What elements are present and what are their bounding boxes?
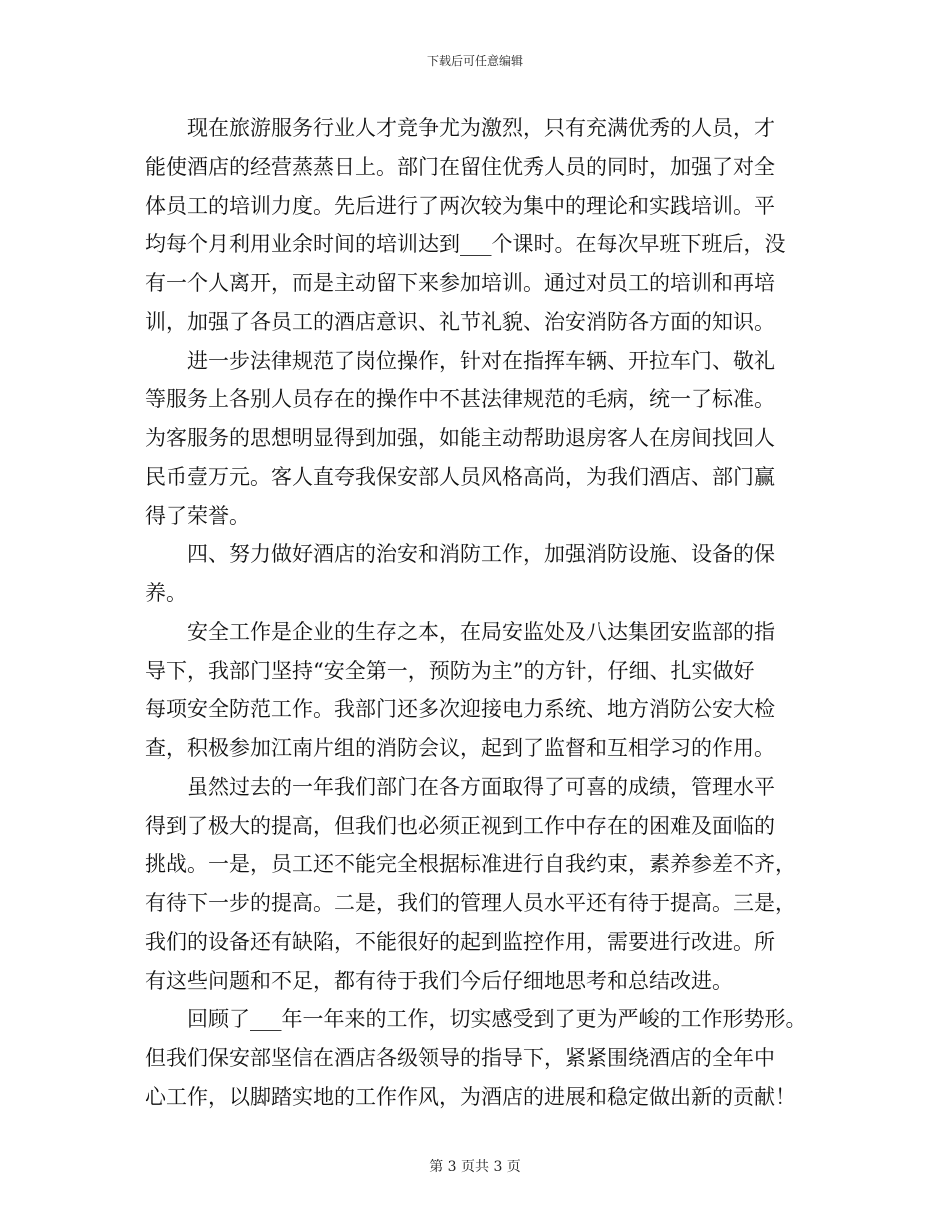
text-line: 进一步法律规范了岗位操作，针对在指挥车辆、开拉车门、敬礼 <box>187 349 775 373</box>
text-line: 查，积极参加江南片组的消防会议，起到了监督和互相学习的作用。 <box>145 736 775 760</box>
text-line: 导下，我部门坚持“安全第一，预防为主”的方针，仔细、扎实做好 <box>145 659 755 683</box>
text-line: 四、努力做好酒店的治安和消防工作，加强消防设施、设备的保 <box>187 542 775 566</box>
text-line: 为客服务的思想明显得到加强，如能主动帮助退房客人在房间找回人 <box>145 426 775 450</box>
text-line: 得了荣誉。 <box>145 504 250 528</box>
text-line: 养。 <box>145 581 187 605</box>
text-line: 挑战。一是，员工还不能完全根据标准进行自我约束，素养参差不齐， <box>145 852 796 876</box>
text-line: 回顾了___年一年来的工作，切实感受到了更为严峻的工作形势形。 <box>187 1007 807 1031</box>
text-line: 民币壹万元。客人直夸我保安部人员风格高尚，为我们酒店、部门赢 <box>145 465 775 489</box>
text-line: 体员工的培训力度。先后进行了两次较为集中的理论和实践培训。平 <box>145 194 775 218</box>
text-line: 有一个人离开，而是主动留下来参加培训。通过对员工的培训和再培 <box>145 271 775 295</box>
text-line: 心工作，以脚踏实地的工作作风，为酒店的进展和稳定做出新的贡献！ <box>145 1085 796 1109</box>
text-line: 现在旅游服务行业人才竞争尤为激烈，只有充满优秀的人员，才 <box>187 116 775 140</box>
text-line: 训，加强了各员工的酒店意识、礼节礼貌、治安消防各方面的知识。 <box>145 310 775 334</box>
text-line: 但我们保安部坚信在酒店各级领导的指导下，紧紧围绕酒店的全年中 <box>145 1046 775 1070</box>
text-line: 有待下一步的提高。二是，我们的管理人员水平还有待于提高。三是， <box>145 891 796 915</box>
text-line: 有这些问题和不足，都有待于我们今后仔细地思考和总结改进。 <box>145 969 733 993</box>
text-line: 能使酒店的经营蒸蒸日上。部门在留住优秀人员的同时，加强了对全 <box>145 155 775 179</box>
text-line: 得到了极大的提高，但我们也必须正视到工作中存在的困难及面临的 <box>145 814 775 838</box>
page-header: 下载后可任意编辑 <box>426 54 523 68</box>
text-line: 虽然过去的一年我们部门在各方面取得了可喜的成绩，管理水平 <box>187 775 775 799</box>
text-line: 安全工作是企业的生存之本，在局安监处及八达集团安监部的指 <box>187 620 775 644</box>
text-line: 我们的设备还有缺陷，不能很好的起到监控作用，需要进行改进。所 <box>145 930 775 954</box>
text-line: 等服务上各别人员存在的操作中不甚法律规范的毛病，统一了标准。 <box>145 387 775 411</box>
text-line: 均每个月利用业余时间的培训达到___个课时。在每次早班下班后，没 <box>145 232 786 256</box>
text-line: 每项安全防范工作。我部门还多次迎接电力系统、地方消防公安大检 <box>145 697 775 721</box>
page-footer: 第 3 页共 3 页 <box>429 1159 521 1175</box>
